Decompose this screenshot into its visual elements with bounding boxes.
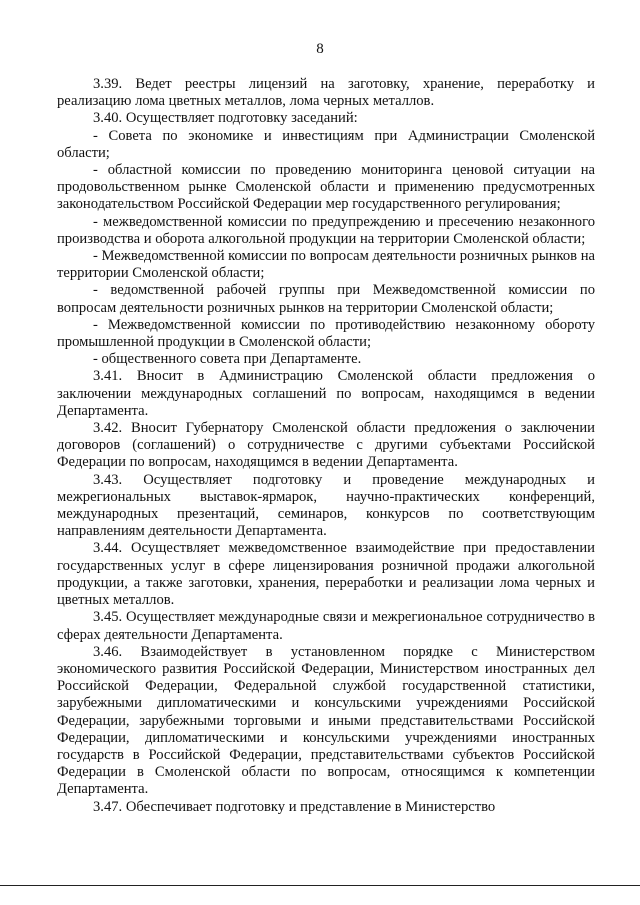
paragraph-3-43: 3.43. Осуществляет подготовку и проведение международных и межрегиональных выставок-ярмарок, научно-практических конференций, международных презентаций, семинаров, конкурсов по соответствующим направлениям деятельности Департамента.	[57, 471, 595, 540]
paragraph-3-47: 3.47. Обеспечивает подготовку и представление в Министерство	[93, 798, 496, 815]
list-item-public-council: - общественного совета при Департаменте.	[93, 351, 362, 368]
list-item-illegal-turnover-commission: - Межведомственной комиссии по противодействию незаконному обороту промышленной продукции в Смоленской области;	[57, 316, 595, 351]
page-number: 8	[316, 41, 324, 57]
paragraph-3-39: 3.39. Ведет реестры лицензий на заготовку, хранение, переработку и реализацию лома цветных металлов, лома черных металлов.	[57, 76, 595, 110]
paragraph-3-46: 3.46. Взаимодействует в установленном порядке с Министерством экономического развития Российской Федерации, Министерством иностранных дел Российской Федерации, Федеральной службой государственной статистики, зарубежными дипломатическими и консульскими учреждениями Российской Федерации, зарубежными торговыми и иными представительствами Российской Федерации, дипломатическими и консульскими учреждениями иностранных государств в Российской Федерации, представительствами субъектов Российской Федерации в Смоленской области по вопросам, относящимся к компетенции Департамента.	[57, 643, 595, 798]
paragraph-3-41: 3.41. Вносит в Администрацию Смоленской области предложения о заключении международных соглашений по вопросам, находящимся в ведении Департамента.	[57, 368, 595, 419]
paragraph-3-40: 3.40. Осуществляет подготовку заседаний:	[93, 110, 358, 127]
list-item-alcohol-commission: - межведомственной комиссии по предупреждению и пресечению незаконного производства и оборота алкогольной продукции на территории Смоленской области;	[57, 213, 595, 247]
paragraph-3-44: 3.44. Осуществляет межведомственное взаимодействие при предоставлении государственных услуг в сфере лицензирования розничной продажи алкогольной продукции, а также заготовки, хранения, переработки и реализации лома черных и цветных металлов.	[57, 540, 595, 609]
paragraph-3-45: 3.45. Осуществляет международные связи и межрегиональное сотрудничество в сферах деятельности Департамента.	[57, 609, 595, 643]
list-item-economic-council: - Совета по экономике и инвестициям при Администрации Смоленской области;	[57, 127, 595, 161]
page-bottom-rule	[0, 885, 640, 886]
paragraph-3-42: 3.42. Вносит Губернатору Смоленской области предложения о заключении договоров (соглашений) о сотрудничестве с другими субъектами Российской Федерации по вопросам, находящимся в ведении Департамента.	[57, 420, 595, 471]
document-body	[57, 76, 595, 816]
list-item-retail-markets-commission: - Межведомственной комиссии по вопросам деятельности розничных рынков на территории Смоленской области;	[57, 248, 595, 282]
list-item-price-monitoring-commission: - областной комиссии по проведению мониторинга ценовой ситуации на продовольственном рынке Смоленской области и применению предусмотренных законодательством Российской Федерации мер государственного регулирования;	[57, 162, 595, 213]
list-item-retail-markets-working-group: - ведомственной рабочей группы при Межведомственной комиссии по вопросам деятельности розничных рынков на территории Смоленской области;	[57, 282, 595, 316]
